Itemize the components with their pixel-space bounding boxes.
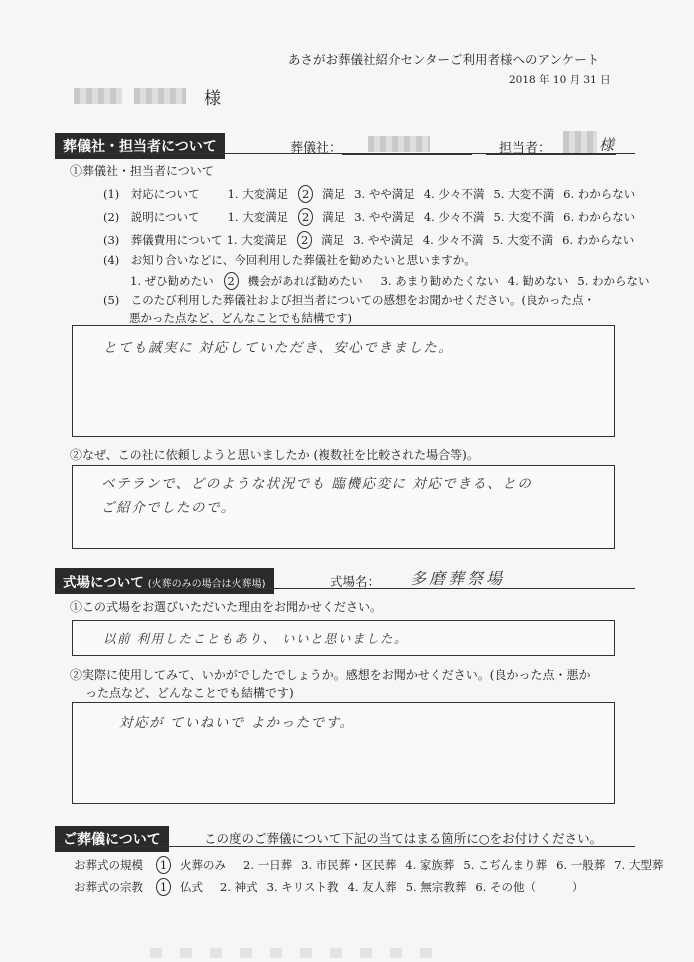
venue-heading-text: 式場について [63,575,144,591]
rating-row-cost [103,231,643,249]
option-4[interactable]: 4. 勧めない [507,274,569,288]
q5-answer-box[interactable] [72,325,615,437]
redacted-name-2 [134,88,186,104]
row-label: (3) 葬儀費用について [103,233,223,247]
survey-date: 2018 年 10 月 31 日 [509,74,611,86]
row-label: (2) 説明について [103,210,200,224]
venue-name: 多磨葬祭場 [410,569,506,588]
option-2-label: 満足 [321,233,345,247]
survey-title: あさがお葬儀社紹介センターご利用者様へのアンケート [288,52,600,67]
option-5[interactable]: 5. 大変不満 [493,187,555,201]
rating-row-response [103,185,644,203]
option-2[interactable]: 2. 一日葬 [243,858,293,872]
venue-heading-note: (火葬のみの場合は火葬場) [147,579,266,590]
option-3[interactable]: 3. やや満足 [354,187,415,201]
option-6[interactable]: 6. その他（ [475,880,536,894]
venue-q2-answer-box[interactable] [72,702,615,804]
section-rule [55,153,635,154]
option-2-label: 満足 [322,187,346,201]
q5-question-line1: (5) このたび利用した葬儀社および担当者についての感想をお聞かせください。(良かった点・ [103,293,596,307]
venue-q1-title: ①この式場をお選びいただいた理由をお聞かせください。 [70,600,383,614]
option-3[interactable]: 3. あまり勧めたくない [380,274,499,288]
option-1[interactable]: 1. 大変満足 [226,233,288,247]
option-7[interactable]: 7. 大型葬 [614,858,664,872]
scale-row [74,856,672,874]
option-6[interactable]: 6. わからない [562,233,635,247]
circled-option-1[interactable]: 1 [156,878,171,896]
venue-q1-answer-text: 以前 利用したこともあり、 いいと思いました。 [103,631,408,646]
circled-option-1[interactable]: 1 [156,856,171,874]
option-3[interactable]: 3. キリスト教 [266,880,339,894]
option-4[interactable]: 4. 少々不満 [423,187,485,201]
option-5[interactable]: 5. 無宗教葬 [405,880,467,894]
recipient-suffix: 様 [204,89,221,109]
option-6[interactable]: 6. 一般葬 [556,858,606,872]
q4-options [130,272,659,290]
option-1[interactable]: 1. 大変満足 [227,187,289,201]
option-2-label: 満足 [322,210,346,224]
option-4[interactable]: 4. 少々不満 [423,210,485,224]
religion-row [74,878,592,896]
q2-answer-line1: ベテランで、どのような状況でも 臨機応変に 対応できる、との [101,476,533,492]
option-4[interactable]: 4. 友人葬 [347,880,397,894]
venue-label: 式場名： [330,574,381,589]
venue-q2-line2: った点など、どんなことでも結構です) [85,686,294,700]
company-underline [342,154,472,155]
venue-q1-answer-box[interactable] [72,620,615,656]
q2-answer-line2: ご紹介でしたので。 [101,500,236,516]
rating-row-explanation [103,208,644,226]
option-1-label: 仏式 [180,880,203,894]
funeral-rule [55,846,635,847]
option-5[interactable]: 5. 大変不満 [493,210,555,224]
option-4[interactable]: 4. 家族葬 [405,858,455,872]
section-heading-funeral: ご葬儀について [55,826,169,852]
q4-question: (4) お知り合いなどに、今回利用した葬儀社を勧めたいと思いますか。 [103,253,476,267]
q5-answer-text: とても誠実に 対応していただき、安心できました。 [103,340,454,356]
staff-underline [486,154,616,155]
q1-title: ①葬儀社・担当者について [70,164,214,178]
redacted-company [368,136,430,152]
option-6-close: ） [571,880,584,894]
venue-rule [55,588,635,589]
circled-option-2[interactable]: 2 [297,231,312,249]
q5-question-line2: 悪かった点など、どんなことでも結構です) [129,311,352,325]
option-1[interactable]: 1. ぜひ勧めたい [130,274,214,288]
option-1-label: 火葬のみ [180,858,226,872]
religion-label: お葬式の宗教 [74,880,143,894]
row-label: (1) 対応について [103,187,200,201]
option-1[interactable]: 1. 大変満足 [227,210,289,224]
circled-option-2[interactable]: 2 [298,185,313,203]
venue-q2-answer-text: 対応が ていねいで よかったです。 [119,715,355,731]
option-6[interactable]: 6. わからない [563,210,636,224]
redacted-name-1 [74,88,122,104]
option-3[interactable]: 3. 市民葬・区民葬 [301,858,397,872]
option-5[interactable]: 5. 大変不満 [492,233,554,247]
option-5[interactable]: 5. わからない [577,274,650,288]
staff-suffix: 様 [599,136,616,154]
q2-title: ②なぜ、この社に依頼しようと思いましたか (複数社を比較された場合等)。 [70,448,479,462]
circled-option-2[interactable]: 2 [224,272,239,290]
option-6[interactable]: 6. わからない [563,187,636,201]
option-2[interactable]: 2. 神式 [220,880,258,894]
circled-option-2[interactable]: 2 [298,208,313,226]
funeral-instruction: この度のご葬儀について下記の当てはまる箇所に○をお付けください。 [204,831,603,846]
venue-q2-line1: ②実際に使用してみて、いかがでしたでしょうか。感想をお聞かせください。(良かった点・悪か [70,668,591,682]
staff-label: 担当者： [499,141,552,156]
option-2-label: 機会があれば勧めたい [247,274,363,288]
option-5[interactable]: 5. こぢんまり葬 [463,858,548,872]
q2-answer-box[interactable] [72,465,615,549]
funeral-company-label: 葬儀社： [290,141,343,156]
option-4[interactable]: 4. 少々不満 [422,233,484,247]
option-3[interactable]: 3. やや満足 [353,233,414,247]
redacted-staff [563,131,597,153]
section-heading-funeral-company: 葬儀社・担当者について [55,133,225,159]
bleed-through-marks [150,948,450,958]
option-3[interactable]: 3. やや満足 [354,210,415,224]
scale-label: お葬式の規模 [74,858,143,872]
section-heading-venue [55,568,274,594]
